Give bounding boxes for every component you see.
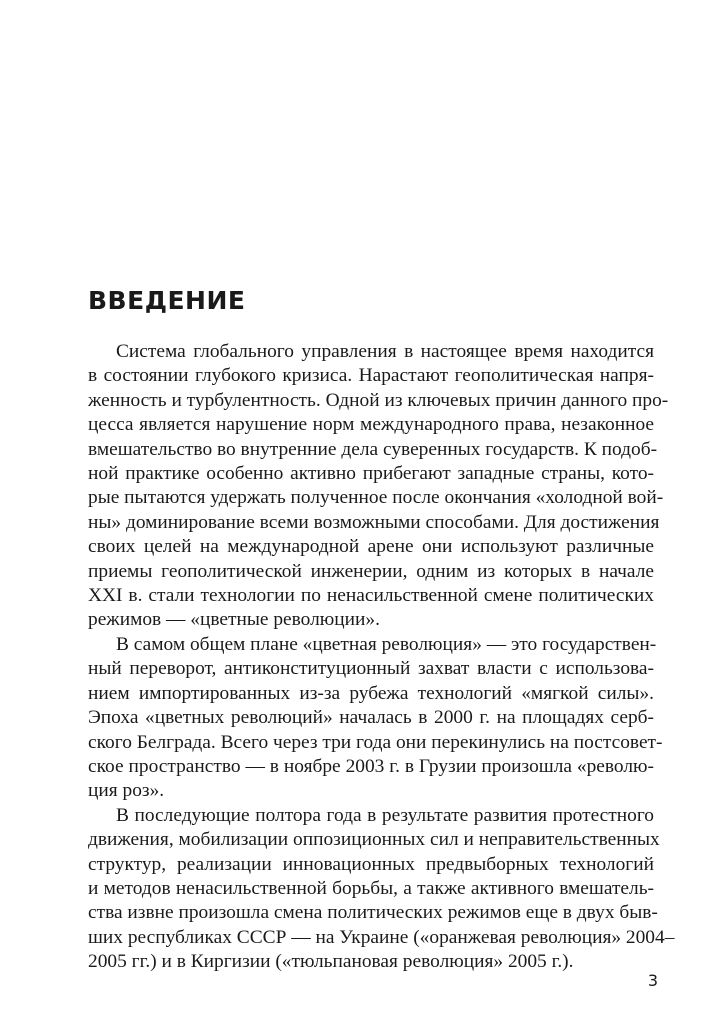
text-line: нием импортированных из-за рубежа технологий «мягкой силы». [88, 682, 654, 704]
text-line: ское пространство — в ноябре 2003 г. в Грузии произошла «револю- [88, 755, 654, 777]
text-line: Система глобального управления в настоящее время находится [116, 341, 654, 362]
text-line: В последующие полтора года в результате развития протестного [116, 804, 654, 826]
text-line: движения, мобилизации оппозиционных сил и неправительственных [88, 829, 660, 851]
text-line: рые пытаются удержать полученное после окончания «холодной вой- [88, 487, 664, 509]
text-line: ны» доминирование всеми возможными способами. Для достижения [88, 511, 660, 533]
text-line: В самом общем плане «цветная революция» — это государствен- [116, 633, 657, 655]
text-line: Эпоха «цветных революций» началась в 2000 г. на площадях серб- [88, 707, 654, 729]
text-line: ства извне произошла смена политических режимов еще в двух быв- [88, 902, 658, 924]
text-line: цесса является нарушение норм международного права, незаконное [88, 414, 654, 436]
text-line: 2005 гг.) и в Киргизии («тюльпановая революция» 2005 г.). [88, 951, 574, 973]
text-line: ной практике особенно активно прибегают западные страны, кото- [88, 463, 654, 485]
chapter-heading: ВВЕДЕНИЕ [88, 286, 246, 315]
text-line: и методов ненасильственной борьбы, а также активного вмешатель- [88, 877, 654, 899]
text-line: в состоянии глубокого кризиса. Нарастают геополитическая напря- [88, 365, 654, 387]
text-line: ского Белграда. Всего через три года они перекинулись на постсовет- [88, 731, 663, 753]
text-line: ный переворот, антиконституционный захват власти с использова- [88, 658, 654, 680]
text-line: режимов — «цветные революции». [88, 609, 380, 631]
paragraph-3 [88, 804, 675, 975]
text-line: вмешательство во внутренние дела суверенных государств. К подоб- [88, 438, 658, 460]
text-line: своих целей на международной арене они используют различные [88, 536, 654, 558]
text-line: структур, реализации инновационных предвыборных технологий [88, 853, 654, 875]
text-line: приемы геополитической инженерии, одним из которых в начале [88, 560, 654, 582]
body-text [88, 340, 675, 975]
page-number: 3 [647, 971, 658, 990]
paragraph-2 [88, 633, 663, 804]
text-line: ших республиках СССР — на Украине («оранжевая революция» 2004– [88, 926, 675, 948]
text-line: женность и турбулентность. Одной из ключевых причин данного про- [88, 389, 669, 411]
text-line: XXI в. стали технологии по ненасильственной смене политических [88, 585, 654, 607]
paragraph-1 [88, 340, 669, 633]
text-line: ция роз». [88, 780, 165, 802]
